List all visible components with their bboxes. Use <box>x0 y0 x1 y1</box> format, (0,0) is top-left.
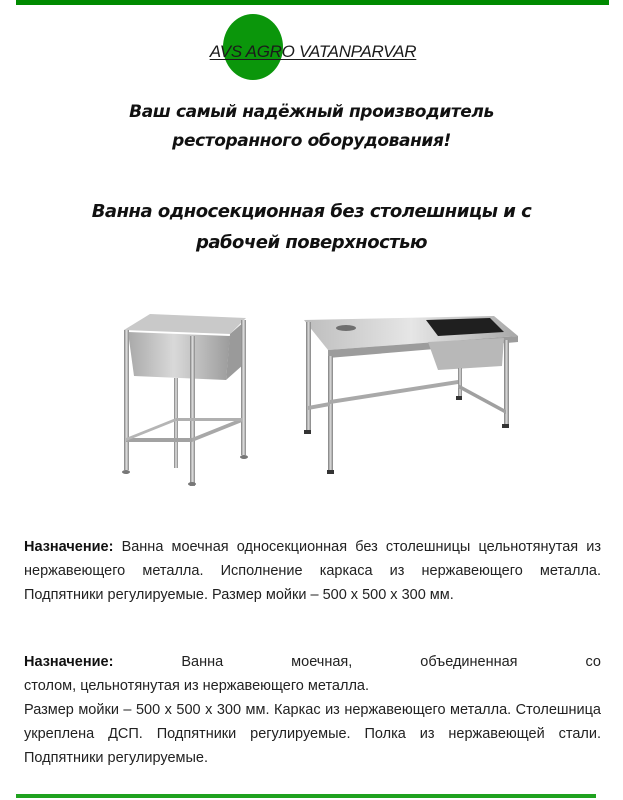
slogan-line-2: ресторанного оборудования! <box>172 131 451 151</box>
description-label: Назначение: <box>24 539 114 555</box>
description-sink-with-table <box>24 650 601 770</box>
product-title-line-1: Ванна односекционная без столешницы и с <box>91 201 532 222</box>
top-green-rule <box>16 0 609 5</box>
sink-with-worktable-image <box>298 306 520 474</box>
word: со <box>585 654 601 670</box>
word: Ванна <box>181 654 224 670</box>
slogan-line-1: Ваш самый надёжный производитель <box>129 102 494 122</box>
brand-name: AVS AGRO VATANPARVAR <box>209 42 417 61</box>
brand-logo <box>0 12 623 82</box>
description-first-line <box>24 650 601 674</box>
product-title-line-2: рабочей поверхностью <box>195 232 428 253</box>
description-text: Ванна моечная односекционная без столешницы цельнотянутая из нержавеющего металла. Исполнение каркаса из нержавеющего металла. Подпятники регулируемые. Размер мойки – 500 х 500 х 300 мм. <box>24 539 601 603</box>
word: объединенная <box>420 654 518 670</box>
word: моечная, <box>291 654 353 670</box>
description-single-sink <box>24 535 601 607</box>
product-title <box>0 196 623 258</box>
bottom-green-rule <box>16 794 596 798</box>
description-second-line: столом, цельнотянутая из нержавеющего металла. <box>24 678 370 694</box>
description-label: Назначение: <box>24 654 114 670</box>
slogan <box>0 98 623 156</box>
single-section-sink-image <box>118 308 256 486</box>
description-rest: Размер мойки – 500 х 500 х 300 мм. Каркас из нержавеющего металла. Столешница укреплена ДСП. Подпятники регулируемые. Полка из нержавеющей стали. Подпятники регулируемые. <box>24 702 601 766</box>
